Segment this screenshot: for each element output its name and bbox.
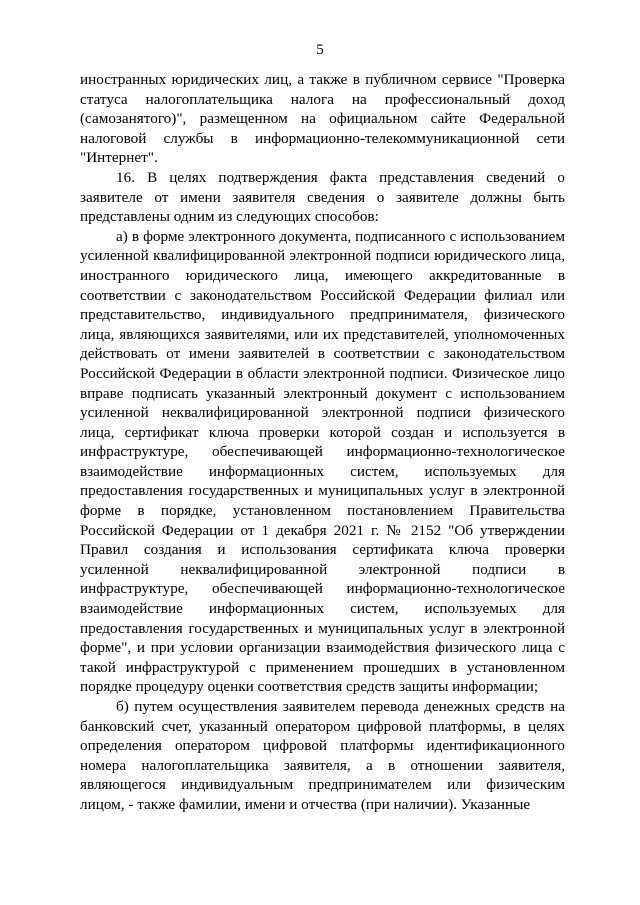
paragraph-continuation: иностранных юридических лиц, а также в публичном сервисе "Проверка статуса налогоплательщика налога на профессиональный доход (самозанятого)", размещенном на официальном сайте Федеральной налоговой службы в информационно-телекоммуникационной сети "Интернет". bbox=[80, 71, 565, 167]
page-number: 5 bbox=[316, 42, 324, 58]
paragraph-subitem-a: а) в форме электронного документа, подписанного с использованием усиленной квалифицированной электронной подписи юридического лица, иностранного юридического лица, имеющего аккредитованные в соответствии с законодательством Российской Федерации филиал или представительство, индивидуального предпринимателя, физического лица, являющихся заявителями, или их представителей, уполномоченных действовать от имени заявителей в соответствии с законодательством Российской Федерации в области электронной подписи. Физическое лицо вправе подписать указанный электронный документ с использованием усиленной неквалифицированной электронной подписи физического лица, сертификат ключа проверки которой создан и используется в инфраструктуре, обеспечивающей информационно-технологическое взаимодействие информационных систем, используемых для предоставления государственных и муниципальных услуг в электронной форме в порядке, установленном постановлением Правительства Российской Федерации от 1 декабря 2021 г. № 2152 "Об утверждении Правил создания и использования сертификата ключа проверки усиленной неквалифицированной электронной подписи в инфраструктуре, обеспечивающей информационно-технологическое взаимодействие информационных систем, используемых для предоставления государственных и муниципальных услуг в электронной форме", и при условии организации взаимодействия физического лица с такой инфраструктурой с применением прошедших в установленном порядке процедуру оценки соответствия средств защиты информации; bbox=[80, 227, 565, 696]
paragraph-subitem-b: б) путем осуществления заявителем перевода денежных средств на банковский счет, указанный оператором цифровой платформы, в целях определения оператором цифровой платформы идентификационного номера налогоплательщика заявителя, а в отношении заявителя, являющегося индивидуальным предпринимателем или физическим лицом, - также фамилии, имени и отчества (при наличии). Указанные bbox=[80, 698, 565, 813]
document-body bbox=[80, 70, 565, 815]
paragraph-item-16: 16. В целях подтверждения факта представления сведений о заявителе от имени заявителя сведения о заявителе должны быть представлены одним из следующих способов: bbox=[80, 168, 565, 226]
